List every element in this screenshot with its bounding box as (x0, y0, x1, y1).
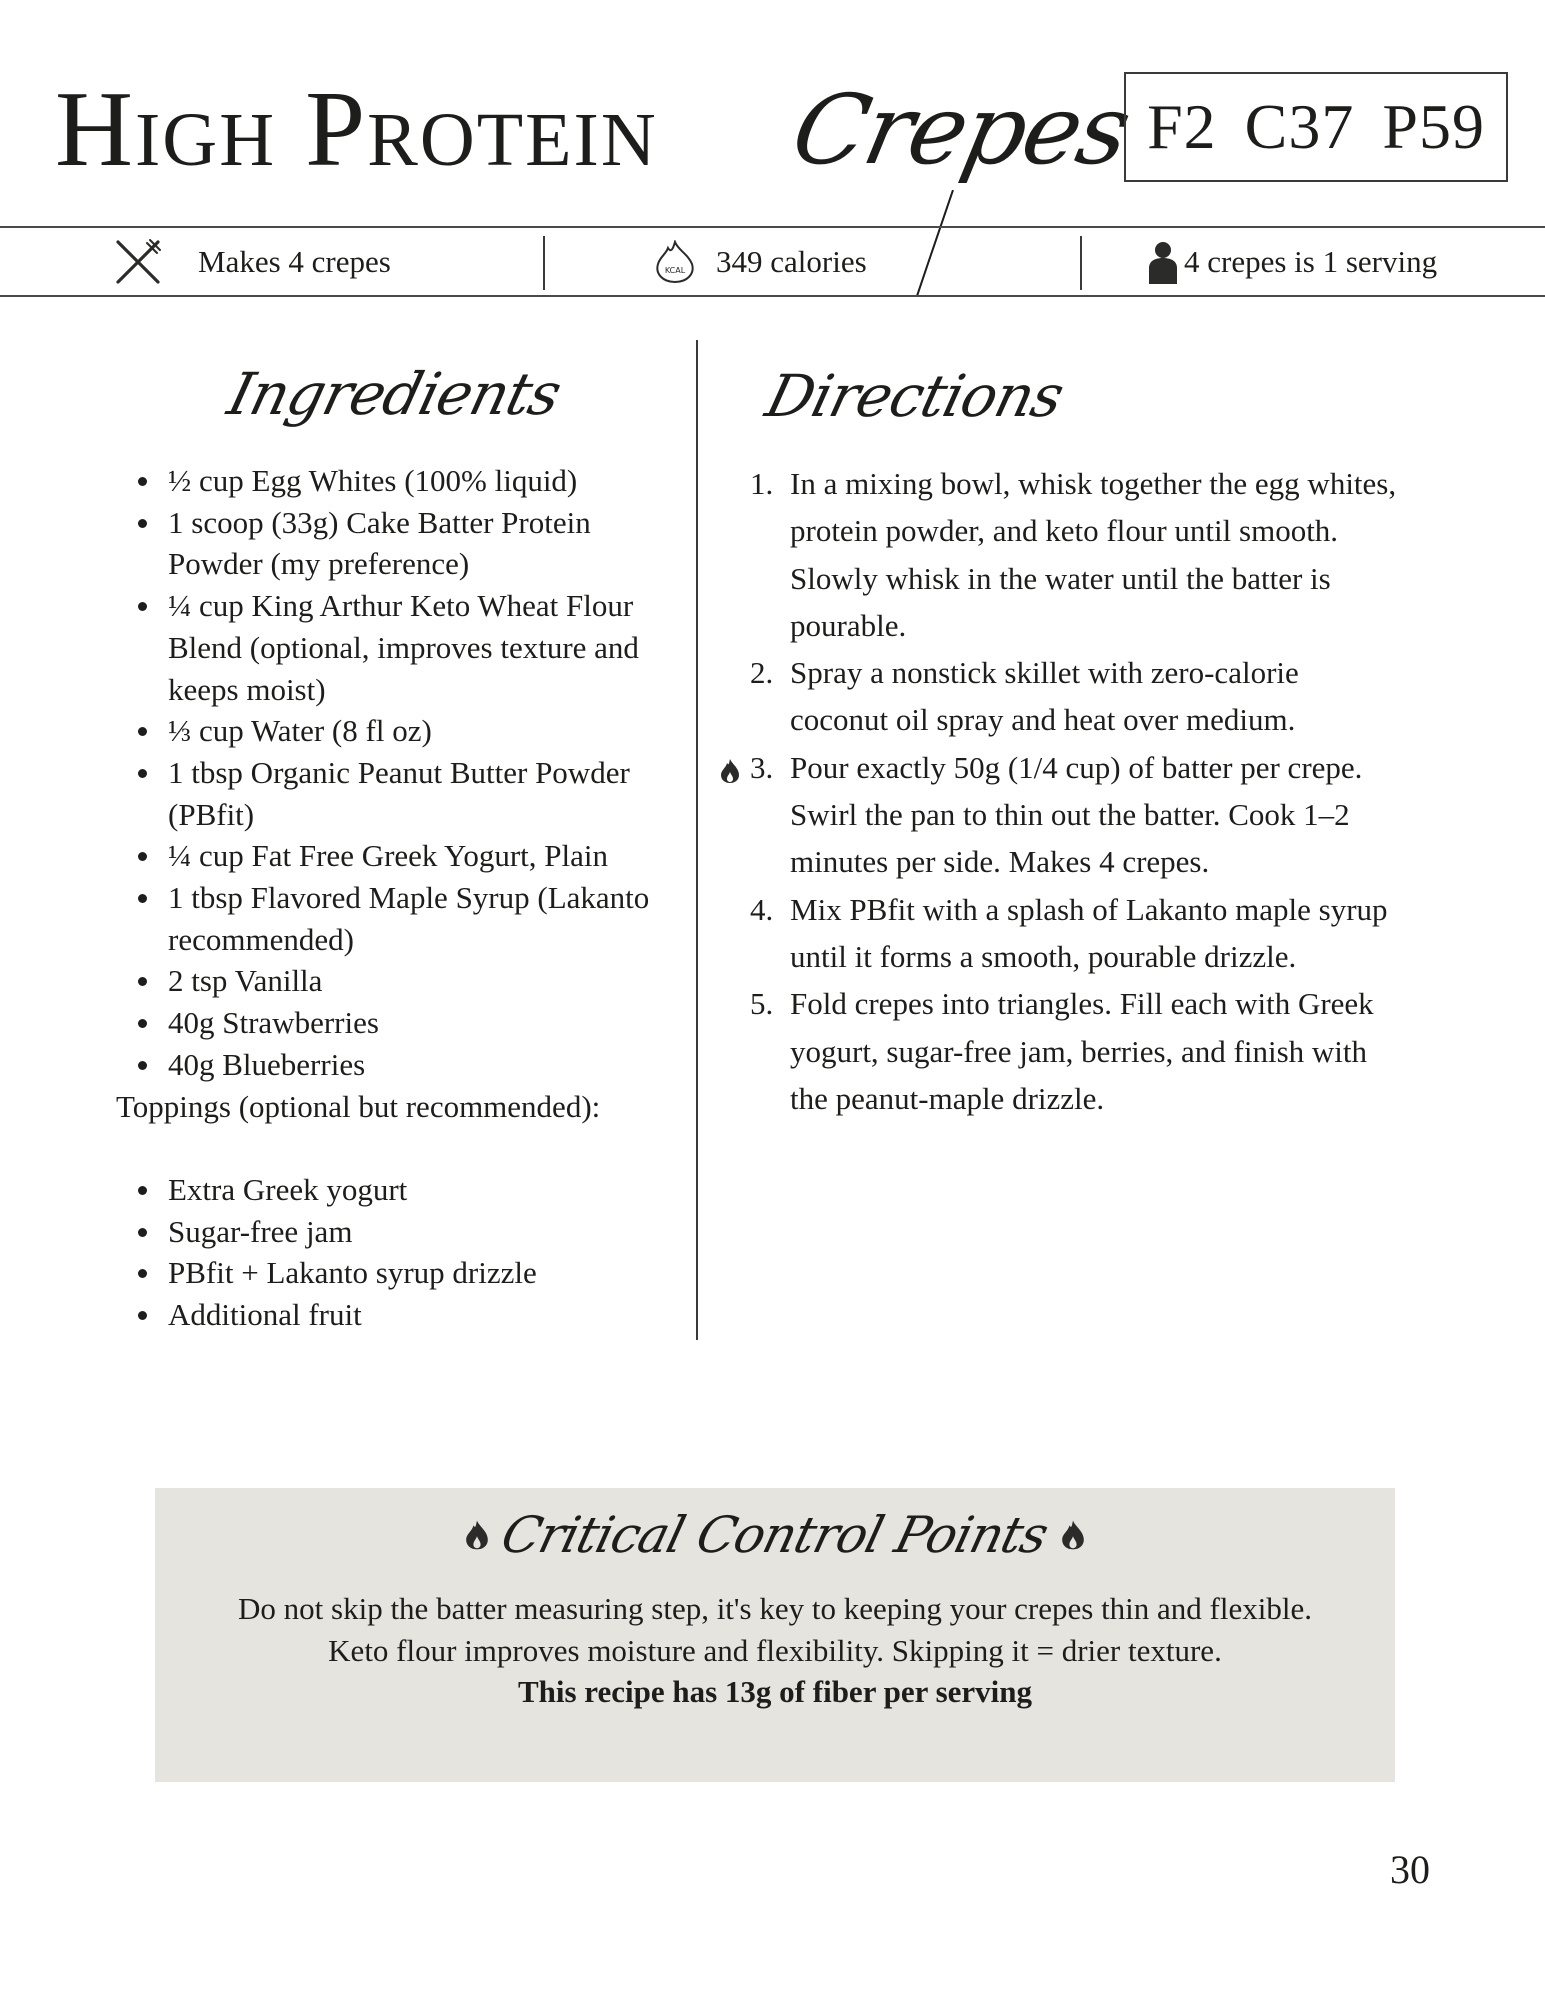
info-serving (1148, 228, 1437, 296)
step-text: Spray a nonstick skillet with zero-calorie coconut oil spray and heat over medium. (790, 655, 1299, 738)
macro-fat: F2 (1147, 91, 1217, 162)
toppings-heading: Toppings (optional but recommended): (116, 1088, 601, 1124)
step-number: 5. (750, 986, 774, 1022)
step-number: 4. (750, 891, 774, 927)
step-number: 3. (750, 749, 774, 785)
calories-text: 349 calories (716, 244, 867, 279)
ccp-line: Keto flour improves moisture and flexibility. Skipping it = drier texture. (328, 1632, 1222, 1668)
direction-steps (740, 460, 1400, 1122)
svg-text:KCAL: KCAL (664, 266, 686, 275)
info-bar (0, 228, 1545, 296)
column-divider (696, 340, 698, 1340)
flame-icon (465, 1519, 489, 1551)
ingredient-item: ¼ cup King Arthur Keto Wheat Flour Blend (optional, improves texture and keeps moist) (168, 585, 686, 710)
ccp-heading (155, 1506, 1395, 1564)
step-text: Fold crepes into triangles. Fill each with Greek yogurt, sugar-free jam, berries, and finish with the peanut-maple drizzle. (790, 986, 1374, 1116)
critical-control-points-box (155, 1488, 1395, 1782)
topping-item: Extra Greek yogurt (168, 1169, 686, 1211)
ingredient-item: 1 tbsp Flavored Maple Syrup (Lakanto recommended) (168, 877, 686, 960)
ingredients-heading: Ingredients (221, 360, 568, 428)
macro-carbs: C37 (1244, 91, 1355, 162)
topping-item: PBfit + Lakanto syrup drizzle (168, 1252, 686, 1294)
fork-knife-icon (114, 238, 162, 286)
ingredient-item: 1 tbsp Organic Peanut Butter Powder (PBfit) (168, 752, 686, 835)
title-main: High Protein (55, 70, 658, 189)
direction-step (740, 980, 1400, 1122)
info-yield (114, 228, 391, 296)
direction-step (740, 460, 1400, 649)
info-separator (543, 236, 545, 290)
flame-icon (720, 758, 740, 784)
ccp-body (215, 1588, 1335, 1713)
ccp-heading-text: Critical Control Points (496, 1506, 1054, 1564)
person-icon (1148, 240, 1178, 284)
ingredient-item: 1 scoop (33g) Cake Batter Protein Powder (my preference) (168, 502, 686, 585)
direction-step (740, 744, 1400, 886)
page-number: 30 (1390, 1847, 1430, 1892)
ingredient-list (116, 460, 686, 1086)
ingredient-item: 40g Strawberries (168, 1002, 686, 1044)
macro-protein: P59 (1382, 91, 1485, 162)
directions-section (740, 460, 1400, 1122)
toppings-list (116, 1169, 686, 1336)
header-rule-bottom (0, 295, 1545, 297)
step-text: Mix PBfit with a splash of Lakanto maple syrup until it forms a smooth, pourable drizzle. (790, 891, 1388, 974)
step-number: 2. (750, 655, 774, 691)
ingredient-item: ½ cup Egg Whites (100% liquid) (168, 460, 686, 502)
serving-text: 4 crepes is 1 serving (1184, 244, 1438, 279)
fiber-note: This recipe has 13g of fiber per serving (517, 1674, 1033, 1709)
ingredient-item: ¼ cup Fat Free Greek Yogurt, Plain (168, 835, 686, 877)
ccp-line: Do not skip the batter measuring step, it's key to keeping your crepes thin and flexible. (238, 1591, 1312, 1626)
ingredients-section (116, 460, 686, 1336)
ingredient-item: 40g Blueberries (168, 1044, 686, 1086)
title-script: Crepes (783, 74, 1139, 186)
info-calories (654, 228, 867, 296)
ingredient-item: ⅓ cup Water (8 fl oz) (168, 710, 686, 752)
step-text: In a mixing bowl, whisk together the egg whites, protein powder, and keto flour until smooth. Slowly whisk in the water until the batter is pourable. (790, 466, 1397, 643)
topping-item: Additional fruit (168, 1294, 686, 1336)
info-separator (1080, 236, 1082, 290)
step-number: 1. (750, 466, 774, 501)
ingredient-item: 2 tsp Vanilla (168, 960, 686, 1002)
direction-step (740, 886, 1400, 981)
topping-item: Sugar-free jam (168, 1211, 686, 1253)
yield-text: Makes 4 crepes (198, 244, 391, 279)
macros-box (1124, 72, 1508, 182)
step-text: Pour exactly 50g (1/4 cup) of batter per crepe. Swirl the pan to thin out the batter. Cook 1–2 minutes per side. Makes 4 crepes. (790, 749, 1363, 880)
flame-icon (1061, 1519, 1085, 1551)
directions-heading: Directions (759, 362, 1070, 430)
direction-step (740, 649, 1400, 744)
kcal-flame-icon (654, 240, 696, 284)
